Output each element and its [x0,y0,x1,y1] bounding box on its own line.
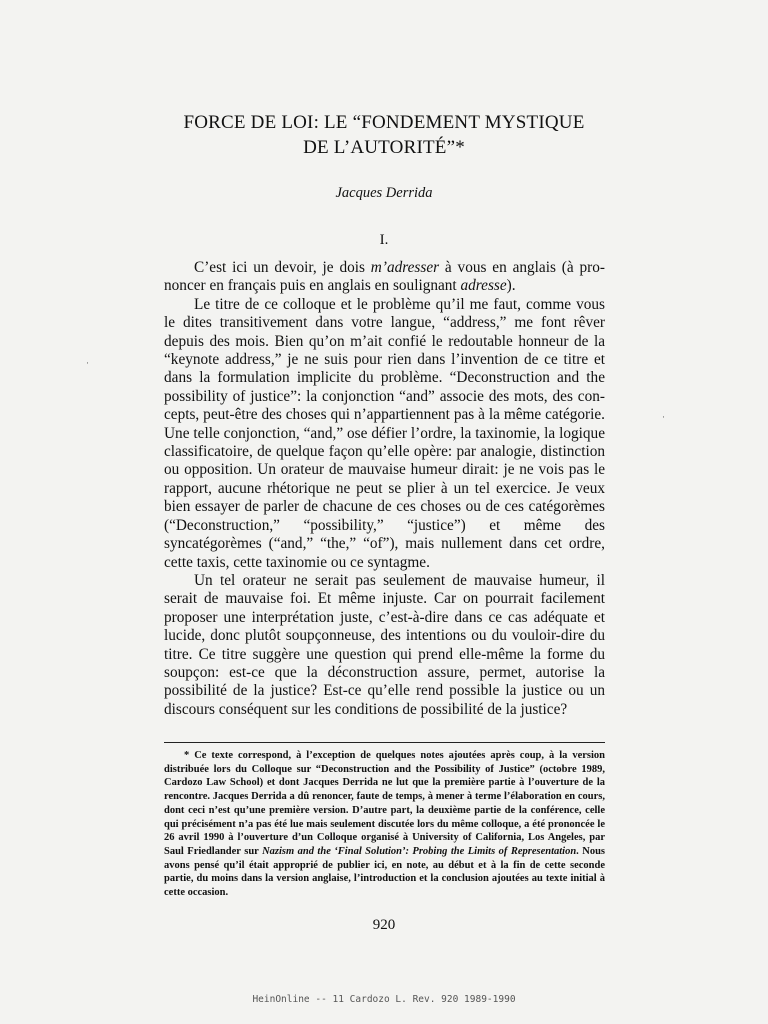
footnote-italic-title: Nazism and the ‘Final Solution’: Probing the Limits of Representation [262,845,577,857]
body-text [164,259,605,719]
paragraph-1-text-a: C’est ici un devoir, je dois [194,259,371,276]
author-name: Jacques Derrida [335,185,433,201]
paragraph-1-italic-b: adresse [460,277,507,295]
section-heading: I. [379,232,389,248]
scan-speck: · [86,358,89,368]
paragraph-1-text-c: ). [506,277,516,295]
paragraph-1 [164,259,605,296]
scan-speck: · [662,412,665,422]
title-line-1: FORCE DE LOI: LE “FONDEMENT MYSTIQUE [183,112,585,133]
source-watermark: HeinOnline -- 11 Cardozo L. Rev. 920 1989-1990 [252,994,516,1005]
title-line-2: DE L’AUTORITÉ”* [303,137,465,158]
footnote-text-a: * Ce texte correspond, à l’exception de quelques notes ajoutées après coup, à la version distribuée lors du Colloque sur “Deconstruction and the Possibility of Justice” (octobre 1989, Cardozo Law School) et dont Jacques Derrida ne lut que la première partie à l’ouverture de la rencontre. Jacques Derrida a dû renoncer, faute de temps, à mener à terme l’élaboration en cours, dont ceci n’est qu’une première version. D’autre part, la deuxième partie de la conférence, celle qui précisément n’a pas été lue mais seulement discutée lors du même colloque, a été prononcée le 26 avril 1990 à l’ouverture d’un Colloque organisé à University of California, Los Angeles, par Saul Friedlander sur [164,750,605,857]
page-number: 920 [372,917,396,933]
footnote [164,749,605,900]
footnote-divider [164,742,605,743]
paragraph-1-text-b: à vous en anglais (à prononcer en français puis en anglais en soulignant [164,259,605,295]
paragraph-2: Le titre de ce colloque et le problème qu’il me faut, comme vous le dites transitivement dans votre langue, “address,” me font rêver depuis des mois. Bien qu’on m’ait confié le redoutable honneur de la “keynote address,” je ne suis pour rien dans l’invention de ce titre et dans la formulation implicite du problème. “Deconstruction and the possibility of justice”: la conjonction “and” associe des mots, des concepts, peut-être des choses qui n’appartiennent pas à la même catégorie. Une telle conjonction, “and,” ose défier l’ordre, la taxinomie, la logique classificatoire, de quelque façon qu’elle opère: par analogie, distinction ou opposition. Un orateur de mauvaise humeur dirait: je ne vois pas le rapport, aucune rhétorique ne peut se plier à un tel exercice. Je veux bien essayer de parler de chacune de ces choses ou de ces catégorèmes (“Deconstruction,” “possibility,” “justice”) et même des syncatégorèmes (“and,” “the,” “of”), mais nullement dans cet ordre, cette taxis, cette taxinomie ou ce syntagme. [164,295,605,571]
footnote-text-b: . Nous avons pensé qu’il était approprié de publier ici, en note, au début et à la fin de cette seconde partie, du moins dans la version anglaise, l’introduction et la conclusion ajoutées au texte initial à cette occasion. [164,845,605,899]
paragraph-3: Un tel orateur ne serait pas seulement de mauvaise humeur, il serait de mauvaise foi. Et même injuste. Car on pourrait facilement proposer une interprétation juste, c’est-à-dire dans ce cas adéquate et lucide, donc plutôt soupçonneuse, des intentions ou du vouloir-dire du titre. Ce titre suggère une question qui prend elle-même la forme du soupçon: est-ce que la déconstruction assure, permet, autorise la possibilité de la justice? Est-ce qu’elle rend possible la justice ou un discours conséquent sur les conditions de possibilité de la justice? [164,571,605,718]
paragraph-1-italic-a: m’adresser [370,259,440,276]
article-title [100,110,668,160]
